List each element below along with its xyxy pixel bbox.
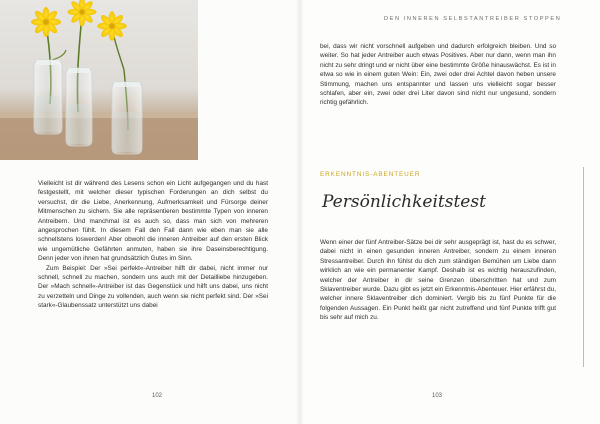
left-paragraph-1: Vielleicht ist dir während des Lesens schon ein Licht aufgegangen und du hast festgestellt, mit welcher dieser typischen Forderungen an dich selbst du versuchst, dir die Liebe, Anerkennung, Aufmerksamkeit und Fürsorge deiner Mitmenschen zu sichern. Sie alle repräsentieren bestimmte Typen von inneren Antreibern. Und manchmal ist es auch so, dass man sich von mehreren angesprochen fühlt. In diesem Fall den Fall dann wie eben man sie alle schnellstens loswerden! Aber obwohl die inneren Antreiber auf den ersten Blick wie ungemütliche Gefährten anmuten, haben sie ihre Daseinsberechtigung. Denn jeder von ihnen hat grundsätzlich Gutes im Sinn. [38,180,268,263]
box-accent-rule [583,167,584,367]
flower-vases-illustration [0,0,198,160]
box-title: Persönlichkeitstest [322,192,486,212]
right-page [300,0,600,424]
page-number-left: 102 [152,393,163,399]
box-body-text [320,238,556,358]
left-paragraph-2: Zum Beispiel: Der »Sei perfekt«-Antreiber hilft dir dabei, nicht immer nur schnell, schnell zu machen, sondern uns auch mit der Detailliebe hinzugeben. Der »Mach schnell«-Antreiber ist das Gegenstück und hilft uns dabei, uns nicht zu verzetteln und Dinge zu vollenden, auch wenn sie nicht perfekt sind. Der »Sei stark«-Glaubenssatz unterstützt uns dabei [38,264,268,310]
book-gutter [296,0,304,424]
box-label: ERKENNTNIS-ABENTEUER [320,171,421,178]
flower-vases-photo [0,0,198,160]
running-head: DEN INNEREN SELBSTANTREIBER STOPPEN [384,16,562,22]
right-paragraph-1: bei, dass wir nicht vorschnell aufgeben und dadurch erfolgreich bleiben. Und so weiter. So hat jeder Antreiber auch etwas Positives. Aber nur dann, wenn man ihn nicht zu sehr dringt und er nicht über eine bestimmte Größe hinauswächst. Es ist in etwa so wie in einem guten Wein: Ein, zwei oder drei Achtel davon heben unsere Stimmung, machen uns entspannter und lassen uns vielleicht sogar besser schlafen, aber ein, zwei oder drei Liter davon sind nicht nur ungesund, sondern richtig gefährlich. [320,43,556,107]
right-body-text [320,42,556,135]
page-number-right: 103 [432,393,443,399]
left-body-text [38,179,268,371]
box-paragraph: Wenn einer der fünf Antreiber-Sätze bei dir sehr ausgeprägt ist, hast du es schwer, dabei nicht in einen gesunden inneren Antreiber, sondern zu einem inneren Stressantreiber. Durch ihn fühlst du dich zum ständigen Bemühen um Liebe dann wirklich an wie ein permanenter Kampf. Deshalb ist es wichtig herauszufinden, welcher der Antreiber in dir seine Grenzen überschritten hat und zum Sklaventreiber wurde. Dazu gibt es jetzt ein Erkenntnis-Abenteuer. Hier erfährst du, welcher innere Sklaventreiber dich dominiert. Vergib bis zu fünf Punkte für die folgenden Aussagen. Ein Punkt heißt gar nicht zutreffend und fünf Punkte trifft gut bis sehr auf mich zu. [320,239,556,322]
